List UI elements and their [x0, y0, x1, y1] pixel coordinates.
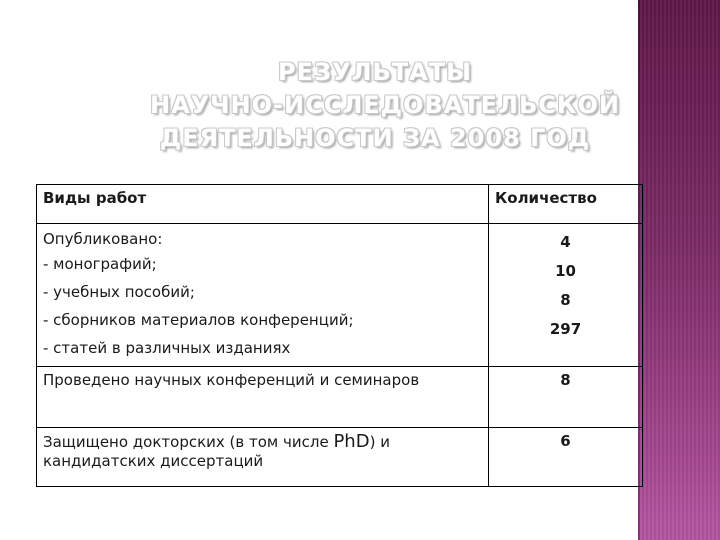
- published-value-monographs: 4: [560, 233, 571, 251]
- table-row-published: [37, 224, 643, 367]
- published-label: Опубликовано:: [43, 230, 163, 248]
- results-table: [36, 184, 643, 487]
- published-item-articles: - статей в различных изданиях: [43, 339, 291, 357]
- title-line-3: ДЕЯТЕЛЬНОСТИ ЗА 2008 ГОД: [159, 124, 591, 152]
- published-label-cell: [37, 224, 489, 367]
- conferences-label: Проведено научных конференций и семинаров: [37, 367, 489, 428]
- conferences-value: 8: [489, 367, 643, 428]
- title-line-1: РЕЗУЛЬТАТЫ: [278, 58, 472, 86]
- header-quantity: Количество: [489, 185, 643, 224]
- dissertations-label: [37, 428, 489, 487]
- slide-title: [150, 56, 621, 155]
- published-item-proceedings: - сборников материалов конференций;: [43, 311, 354, 329]
- table-row-conferences: [37, 367, 643, 428]
- decorative-side-stripe: [640, 0, 720, 540]
- published-item-textbooks: - учебных пособий;: [43, 283, 195, 301]
- published-item-monographs: - монографий;: [43, 255, 157, 273]
- published-value-proceedings: 8: [560, 291, 571, 309]
- published-value-textbooks: 10: [555, 262, 576, 280]
- dissertations-value: 6: [489, 428, 643, 487]
- table-row-dissertations: [37, 428, 643, 487]
- published-values-cell: [489, 224, 643, 367]
- title-line-2: НАУЧНО-ИССЛЕДОВАТЕЛЬСКОЙ: [150, 91, 621, 119]
- header-work-type: Виды работ: [37, 185, 489, 224]
- published-value-articles: 297: [549, 320, 582, 338]
- dissertations-label-end: ) и кандидатских диссертаций: [43, 433, 390, 470]
- table-header-row: [37, 185, 643, 224]
- dissertations-label-start: Защищено докторских (в том числе: [43, 433, 334, 451]
- dissertations-label-phd: PhD: [333, 431, 370, 452]
